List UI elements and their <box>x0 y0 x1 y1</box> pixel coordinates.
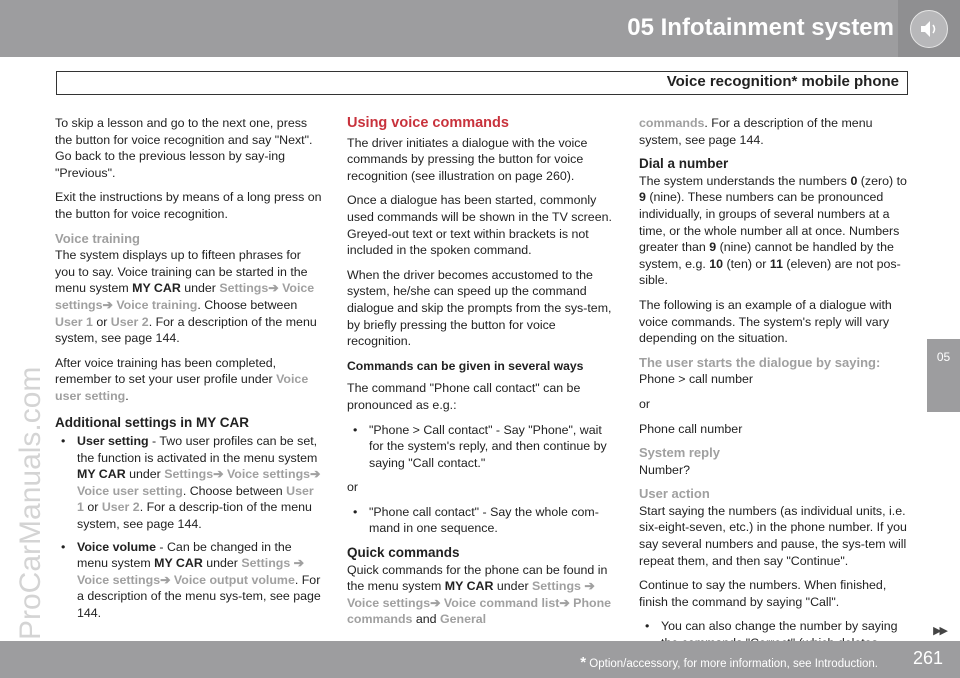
paragraph: After voice training has been completed, remember to set your user profile under Voice user setting. <box>55 355 309 403</box>
paragraph: The system understands the numbers 0 (zero) to 9 (nine). These numbers can be pronounced individually, in groups of several numbers at a time, or the whole number all at once. Numbers greater than 9 (nine) cannot be handled by the system, e.g. 10 (ten) or 11 (eleven) are not pos-sible. <box>639 173 907 288</box>
watermark: ProCarManuals.com <box>14 366 47 640</box>
footnote: * Option/accessory, for more information, see Introduction. <box>580 654 878 671</box>
column-2 <box>347 115 615 636</box>
chapter-icon-box <box>898 0 960 57</box>
speaker-icon <box>910 10 948 48</box>
heading-user-action: User action <box>639 486 710 502</box>
paragraph: The command "Phone call contact" can be pronounced as e.g.: <box>347 381 581 412</box>
heading-system-reply: System reply <box>639 445 720 461</box>
paragraph: Once a dialogue has been started, commonly used commands will be shown in the TV screen. Greyed-out text or text within brackets is not included in the spoken command. <box>347 193 612 258</box>
column-1 <box>55 115 323 630</box>
list-item: • You can also change the number by saying <box>639 618 909 651</box>
paragraph: or <box>639 396 651 411</box>
bullet-list <box>347 422 615 472</box>
paragraph: The driver initiates a dialogue with the voice commands by pressing the button for voice recognition (see illustration on page 260). <box>347 135 588 183</box>
paragraph: Quick commands for the phone can be found in the menu system MY CAR under Settings ➔ Voice settings➔ Voice command list➔ Phone commands and General <box>347 562 612 627</box>
heading-additional-settings: Additional settings in MY CAR <box>55 414 250 430</box>
heading-user-starts: The user starts the dialogue by saying: <box>639 354 881 370</box>
paragraph: The system displays up to fifteen phrases for you to say. Voice training can be started in the menu system MY CAR under Settings➔ Voice settings➔ Voice training. Choose between User 1 or User 2. For a description of the menu system, see page 144. <box>55 248 317 346</box>
chapter-title: 05 Infotainment system <box>627 14 894 41</box>
list-item: • User setting - Two user profiles can be set, the function is activated in the menu system MY CAR under Settings➔ Voice settings➔ Voice user setting. Choose between User 1 or User 2. For a descrip-tion of the menu system, see page 144. <box>55 433 323 533</box>
paragraph: Phone call number <box>639 421 743 436</box>
section-title: Voice recognition* mobile phone <box>666 73 899 90</box>
heading-quick-commands: Quick commands <box>347 545 460 561</box>
heading-commands-ways: Commands can be given in several ways <box>347 358 584 373</box>
bullet-list <box>55 433 323 622</box>
paragraph: Exit the instructions by means of a long press on the button for voice recognition. <box>55 190 322 221</box>
menu-path: Settings➔ Voice settings➔ Voice training <box>55 281 315 312</box>
section-header <box>56 71 908 95</box>
heading-voice-training: Voice training <box>55 230 140 246</box>
paragraph: commands. For a description of the menu system, see page 144. <box>639 116 873 147</box>
chapter-tab <box>927 339 960 412</box>
continue-arrows-icon: ▶▶ <box>933 625 946 637</box>
paragraph: Start saying the numbers (as individual units, i.e. six-eight-seven, etc.) in the phone number. If you say several numbers and pause, the sys-tem will repeat them, and then say "Continue". <box>639 503 907 568</box>
paragraph: or <box>347 480 359 495</box>
list-item: • "Phone > Call contact" - Say "Phone", wait for the system's reply, and then continue by saying "Call contact." <box>347 422 615 472</box>
column-3 <box>639 115 909 660</box>
heading-dial-number: Dial a number <box>639 156 729 172</box>
paragraph: The following is an example of a dialogue with voice commands. The system's reply will vary depending on the situation. <box>639 297 892 346</box>
list-item: • Voice volume - Can be changed in the menu system MY CAR under Settings ➔ Voice settings➔ Voice output volume. For a description of the menu sys-tem, see page 144. <box>55 539 323 622</box>
chapter-tab-label: 05 <box>936 350 951 364</box>
bullet-list <box>347 504 615 537</box>
paragraph: To skip a lesson and go to the next one, press the button for voice recognition and say "Next". Go back to the previous lesson by say-ing "Previous". <box>55 116 313 180</box>
paragraph: Phone > call number <box>639 372 753 387</box>
page-number: 261 <box>912 648 943 668</box>
paragraph: When the driver becomes accustomed to the system, he/she can speed up the command dialogue and skip the prompts from the sys-tem, by briefly pressing the button for voice recognition. <box>347 267 612 349</box>
list-item: • "Phone call contact" - Say the whole com-mand in one sequence. <box>347 504 615 537</box>
footer-bar <box>0 641 960 678</box>
header-bar <box>0 0 960 57</box>
paragraph: Continue to say the numbers. When finished, finish the command by saying "Call". <box>639 578 887 609</box>
heading-using-voice-commands: Using voice commands <box>347 115 509 131</box>
paragraph: Number? <box>639 462 690 477</box>
